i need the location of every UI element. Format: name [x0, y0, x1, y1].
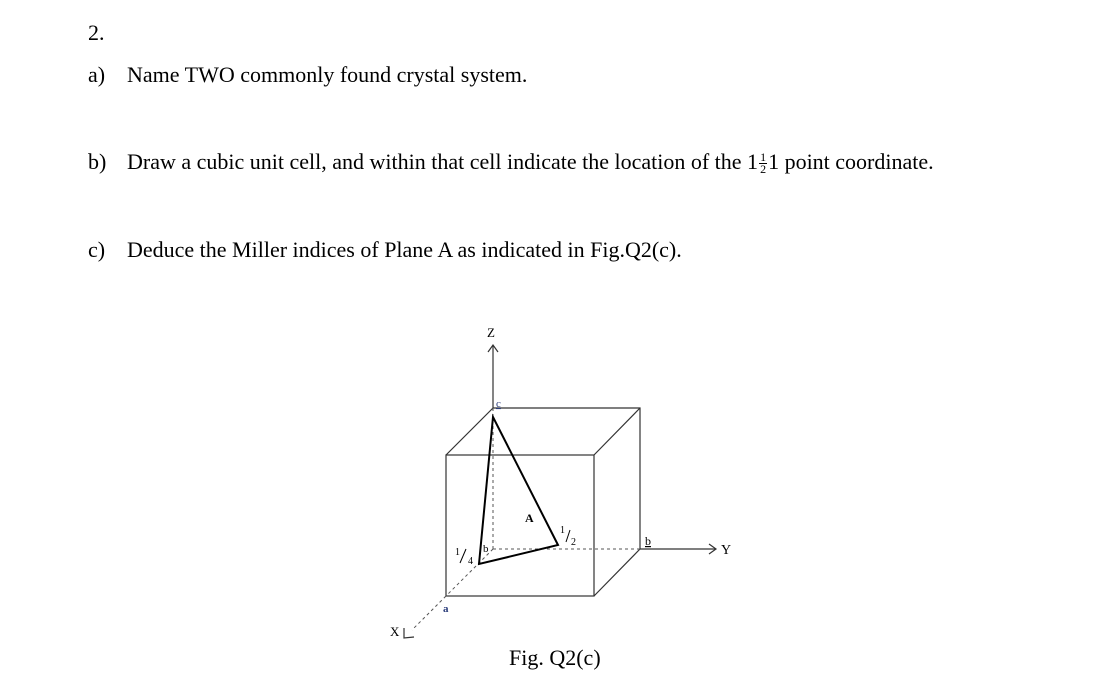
part-b-text-before: Draw a cubic unit cell, and within that cell indicate the location of the 1	[127, 149, 759, 174]
half-fraction-slash	[566, 530, 570, 542]
plane-a-label: A	[525, 511, 534, 525]
half-fraction-denominator: 2	[760, 162, 767, 177]
part-a-text: Name TWO commonly found crystal system.	[127, 62, 528, 87]
half-fraction-numerator: 1	[760, 150, 767, 165]
x-axis-label: X	[390, 624, 400, 639]
part-c-label: c)	[88, 237, 106, 262]
question-number: 2.	[88, 20, 105, 45]
figure-caption: Fig. Q2(c)	[509, 645, 601, 670]
z-axis-label: Z	[487, 325, 495, 340]
part-b-label: b)	[88, 149, 107, 174]
part-c-text: Deduce the Miller indices of Plane A as indicated in Fig.Q2(c).	[127, 237, 682, 262]
part-b-text-after: 1 point coordinate.	[768, 149, 934, 174]
quarter-numerator: 1	[455, 547, 460, 558]
origin-b-label: b	[483, 543, 489, 555]
cube-edge-bottom-right	[594, 549, 640, 596]
plane-a-triangle	[479, 417, 558, 564]
half-numerator: 1	[560, 525, 565, 536]
cube-edge-top-right	[594, 408, 640, 455]
quarter-denominator: 4	[468, 556, 473, 567]
x-axis-dashed	[412, 596, 446, 630]
quarter-fraction-slash	[460, 549, 466, 563]
part-a-label: a)	[88, 62, 106, 87]
a-label: a	[443, 603, 449, 615]
b-label: b	[645, 534, 651, 548]
cube-edge-top-left	[446, 408, 493, 455]
y-axis-label: Y	[721, 543, 732, 558]
x-axis-arrow	[404, 628, 414, 638]
half-denominator: 2	[571, 537, 576, 548]
cube-back-edges	[493, 408, 640, 549]
c-label: c	[496, 398, 501, 410]
cube-front-face	[446, 455, 594, 596]
